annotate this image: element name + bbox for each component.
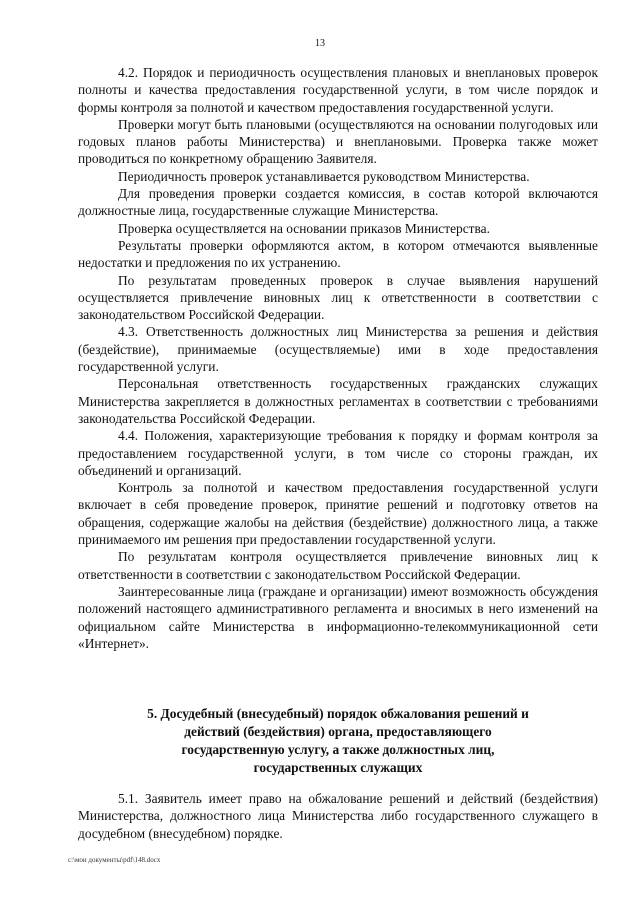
paragraph: По результатам контроля осуществляется привлечение виновных лиц к ответственности в соответствии с законодательством Российской Федерации. xyxy=(78,549,598,582)
paragraph: Проверка осуществляется на основании приказов Министерства. xyxy=(118,220,490,236)
paragraph: Персональная ответственность государственных гражданских служащих Министерства закрепляется в должностных регламентах в соответствии с требованиями законодательства Российской Федерации. xyxy=(78,376,598,426)
heading-line: государственную услугу, а также должностных лиц, xyxy=(181,742,495,757)
paragraph: 4.3. Ответственность должностных лиц Министерства за решения и действия (бездействие), принимаемые (осуществляемые) ими в ходе предоставления государственной услуги. xyxy=(78,324,598,375)
section-4-body xyxy=(78,64,598,652)
paragraph: По результатам проведенных проверок в случае выявления нарушений осуществляется привлечение виновных лиц к ответственности в соответствии с законодательством Российской Федерации. xyxy=(78,272,598,323)
paragraph: Заинтересованные лица (граждане и организации) имеют возможность обсуждения положений настоящего административного регламента и вносимых в него изменений на официальном сайте Министерства в информационно-телекоммуникационной сети «Интернет». xyxy=(78,583,598,651)
paragraph: 5.1. Заявитель имеет право на обжалование решений и действий (бездействия) Министерства, должностного лица Министерства либо государственного служащего в досудебном (внесудебном) порядке. xyxy=(78,791,598,841)
section-5-heading xyxy=(100,705,576,777)
paragraph: 4.4. Положения, характеризующие требования к порядку и формам контроля за предоставлением государственной услуги, в том числе со стороны граждан, их объединений и организаций. xyxy=(78,428,598,478)
paragraph: Контроль за полнотой и качеством предоставления государственной услуги включает в себя проведение проверок, принятие решений и подготовку ответов на обращения, содержащие жалобы на действия (бездействие) должностного лица, а также принимаемого им решения при предоставлении государственной услуги. xyxy=(78,480,598,548)
page-number: 13 xyxy=(315,38,325,49)
paragraph: Проверки могут быть плановыми (осуществляются на основании полугодовых или годовых планов работы Министерства) и внеплановыми. Проверка также может проводиться по конкретному обращению Заявителя. xyxy=(78,116,598,167)
heading-line: 5. Досудебный (внесудебный) порядок обжалования решений и xyxy=(147,706,529,721)
paragraph: Результаты проверки оформляются актом, в котором отмечаются выявленные недостатки и предложения по их устранению. xyxy=(78,237,598,271)
paragraph: Для проведения проверки создается комиссия, в состав которой включаются должностные лица, государственные служащие Министерства. xyxy=(78,186,598,219)
footer-file-path: c:\мои документы\pdf\148.docx xyxy=(68,856,161,864)
section-5-body xyxy=(78,790,598,842)
heading-line: государственных служащих xyxy=(253,760,423,775)
paragraph: 4.2. Порядок и периодичность осуществления плановых и внеплановых проверок полноты и качества предоставления государственной услуги, в том числе порядок и формы контроля за полнотой и качеством предоставления государственной услуги. xyxy=(78,65,598,115)
paragraph: Периодичность проверок устанавливается руководством Министерства. xyxy=(118,168,530,184)
heading-line: действий (бездействия) органа, предоставляющего xyxy=(184,724,492,739)
